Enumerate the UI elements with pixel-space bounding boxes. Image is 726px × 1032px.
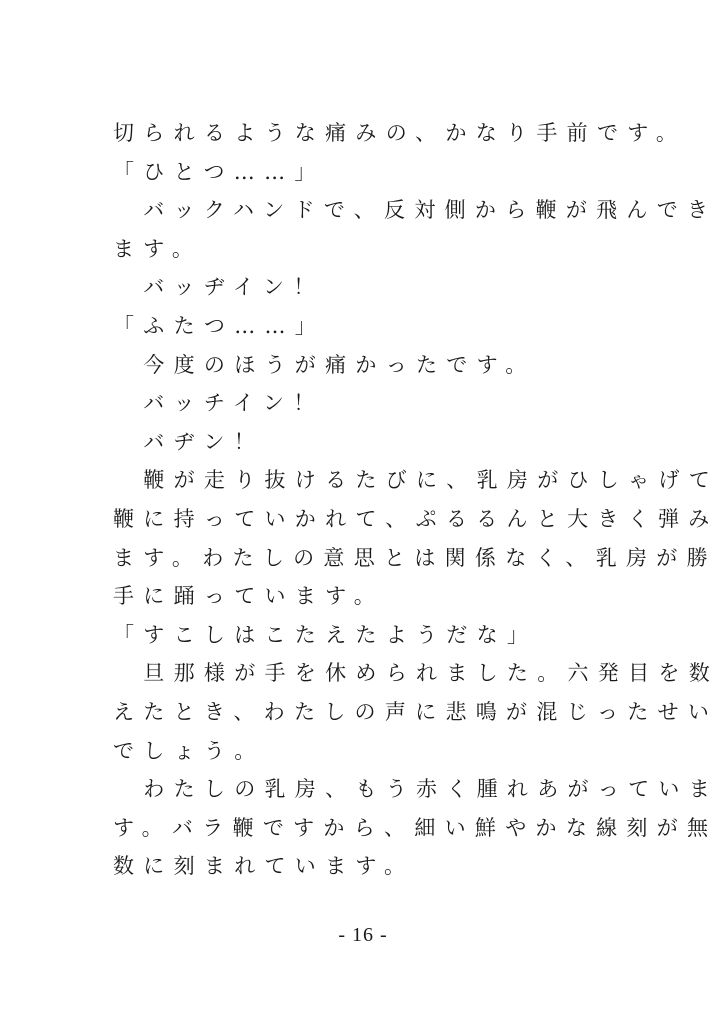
text-line: 「ふたつ……」 <box>113 313 326 338</box>
text-line: ます。わたしの意思とは関係なく、乳房が勝 <box>113 545 717 570</box>
text-line: 今度のほうが痛かったです。 <box>113 352 536 377</box>
text-line: 旦那様が手を休められました。六発目を数 <box>113 661 719 686</box>
text-line: えたとき、わたしの声に悲鳴が混じったせい <box>113 699 719 724</box>
text-line: ます。 <box>113 236 203 261</box>
text-line: 鞭に持っていかれて、ぷるるんと大きく弾み <box>113 506 719 531</box>
text-line: 手に踊っています。 <box>113 584 385 609</box>
text-line: わたしの乳房、もう赤く腫れあがっていま <box>113 777 719 802</box>
body-text <box>113 114 719 886</box>
text-line: 「ひとつ……」 <box>113 159 325 184</box>
page-number: - 16 - <box>338 924 388 946</box>
text-line: 「すこしはこたえたようだな」 <box>113 622 538 647</box>
text-line: バッヂイン！ <box>113 275 324 300</box>
text-line: バッチイン！ <box>113 391 324 416</box>
text-line: バヂン！ <box>113 429 265 454</box>
text-line: す。バラ鞭ですから、細い鮮やかな線刻が無 <box>113 815 718 840</box>
text-line: 数に刻まれています。 <box>113 854 415 879</box>
text-line: でしょう。 <box>113 738 265 763</box>
text-line: バックハンドで、反対側から鞭が飛んでき <box>113 198 718 223</box>
text-line: 切られるような痛みの、かなり手前です。 <box>113 121 687 145</box>
text-line: 鞭が走り抜けるたびに、乳房がひしゃげて <box>113 468 719 493</box>
